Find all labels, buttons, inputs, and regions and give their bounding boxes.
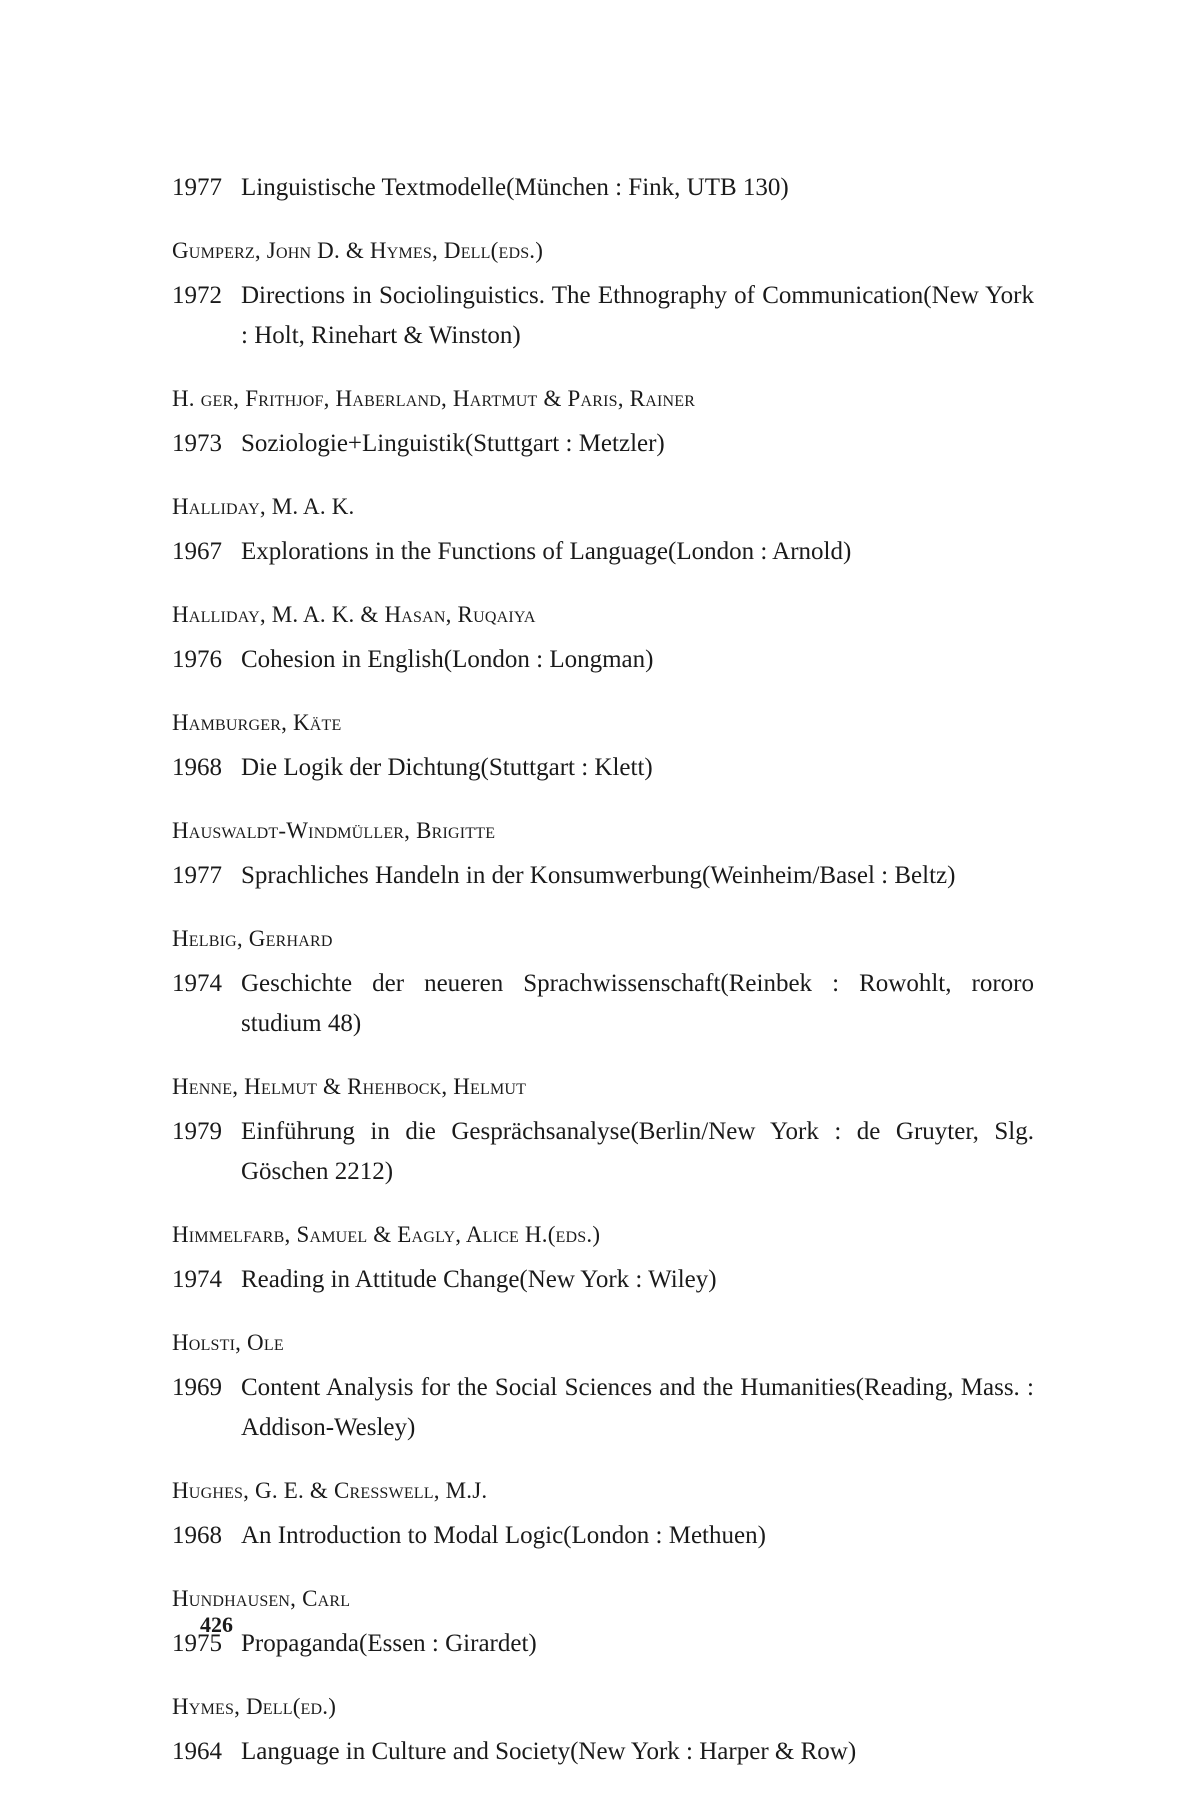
entry-author: H. ger, Frithjof, Haberland, Hartmut & Paris, Rainer	[172, 386, 696, 411]
entry-title: Content Analysis for the Social Sciences and the Humanities(Reading, Mass. : Addison-Wesley)	[241, 1374, 1034, 1441]
entry-title: An Introduction to Modal Logic(London : Methuen)	[241, 1522, 766, 1549]
entry-year: 1968	[172, 754, 222, 781]
entry-year: 1975	[172, 1630, 222, 1657]
entry-title: Cohesion in English(London : Longman)	[241, 646, 654, 673]
entry-author: Henne, Helmut & Rhehbock, Helmut	[172, 1074, 527, 1099]
entry-line	[172, 1624, 1034, 1664]
entry-line	[172, 532, 1034, 572]
bibliography-entry	[172, 382, 1034, 464]
entry-author: Hauswaldt-Windmüller, Brigitte	[172, 818, 496, 843]
bibliography-entry	[172, 490, 1034, 572]
bibliography-entry	[172, 1218, 1034, 1300]
entry-title: Language in Culture and Society(New York : Harper & Row)	[241, 1738, 857, 1765]
page-number: 426	[200, 1612, 233, 1637]
entry-title: Sprachliches Handeln in der Konsumwerbung(Weinheim/Basel : Beltz)	[241, 862, 956, 889]
entry-title: Reading in Attitude Change(New York : Wiley)	[241, 1266, 717, 1293]
bibliography-entry	[172, 1582, 1034, 1664]
entry-title: Einführung in die Gesprächsanalyse(Berlin/New York : de Gruyter, Slg. Göschen 2212)	[241, 1118, 1034, 1185]
entry-line	[172, 748, 1034, 788]
entry-author: Hundhausen, Carl	[172, 1586, 351, 1611]
entry-year: 1974	[172, 1266, 222, 1293]
bibliography-entry	[172, 922, 1034, 1044]
bibliography-entry	[172, 598, 1034, 680]
bibliography-entry	[172, 1690, 1034, 1772]
entry-author: Halliday, M. A. K.	[172, 494, 355, 519]
entry-year: 1968	[172, 1522, 222, 1549]
entry-author: Hamburger, Käte	[172, 710, 342, 735]
entry-year: 1972	[172, 282, 222, 309]
entry-author: Halliday, M. A. K. & Hasan, Ruqaiya	[172, 602, 536, 627]
entry-line	[172, 1732, 1034, 1772]
entry-year: 1967	[172, 538, 222, 565]
entry-author: Helbig, Gerhard	[172, 926, 333, 951]
entry-year: 1974	[172, 970, 222, 997]
entry-author: Himmelfarb, Samuel & Eagly, Alice H.(eds.)	[172, 1222, 601, 1247]
entry-line	[172, 168, 1034, 208]
bibliography-page	[172, 168, 1034, 1798]
bibliography-entry	[172, 1070, 1034, 1192]
entry-title: Geschichte der neueren Sprachwissenschaft(Reinbek : Rowohlt, rororo studium 48)	[241, 970, 1034, 1037]
entry-line	[172, 424, 1034, 464]
entry-line	[172, 1368, 1034, 1448]
entry-year: 1973	[172, 430, 222, 457]
entry-year: 1976	[172, 646, 222, 673]
entry-line	[172, 856, 1034, 896]
entry-title: Directions in Sociolinguistics. The Ethnography of Communication(New York : Holt, Rinehart & Winston)	[241, 282, 1034, 349]
bibliography-entry	[172, 234, 1034, 356]
entry-title: Propaganda(Essen : Girardet)	[241, 1630, 537, 1657]
bibliography-entry	[172, 1326, 1034, 1448]
entry-author: Holsti, Ole	[172, 1330, 284, 1355]
bibliography-entry	[172, 706, 1034, 788]
entry-year: 1979	[172, 1118, 222, 1145]
entry-line	[172, 276, 1034, 356]
entry-author: Gumperz, John D. & Hymes, Dell(eds.)	[172, 238, 544, 263]
entry-line	[172, 640, 1034, 680]
entry-line	[172, 1112, 1034, 1192]
bibliography-entry	[172, 814, 1034, 896]
entry-title: Linguistische Textmodelle(München : Fink, UTB 130)	[241, 174, 789, 201]
entry-title: Explorations in the Functions of Language(London : Arnold)	[241, 538, 852, 565]
entry-line	[172, 964, 1034, 1044]
entry-year: 1969	[172, 1374, 222, 1401]
entry-year: 1977	[172, 862, 222, 889]
bibliography-entry	[172, 1474, 1034, 1556]
entry-author: Hymes, Dell(ed.)	[172, 1694, 337, 1719]
entry-author: Hughes, G. E. & Cresswell, M.J.	[172, 1478, 488, 1503]
entry-year: 1964	[172, 1738, 222, 1765]
entry-title: Soziologie+Linguistik(Stuttgart : Metzler)	[241, 430, 665, 457]
entry-line	[172, 1516, 1034, 1556]
entry-year: 1977	[172, 174, 222, 201]
entry-title: Die Logik der Dichtung(Stuttgart : Klett)	[241, 754, 653, 781]
entry-line	[172, 1260, 1034, 1300]
bibliography-entry	[172, 168, 1034, 208]
